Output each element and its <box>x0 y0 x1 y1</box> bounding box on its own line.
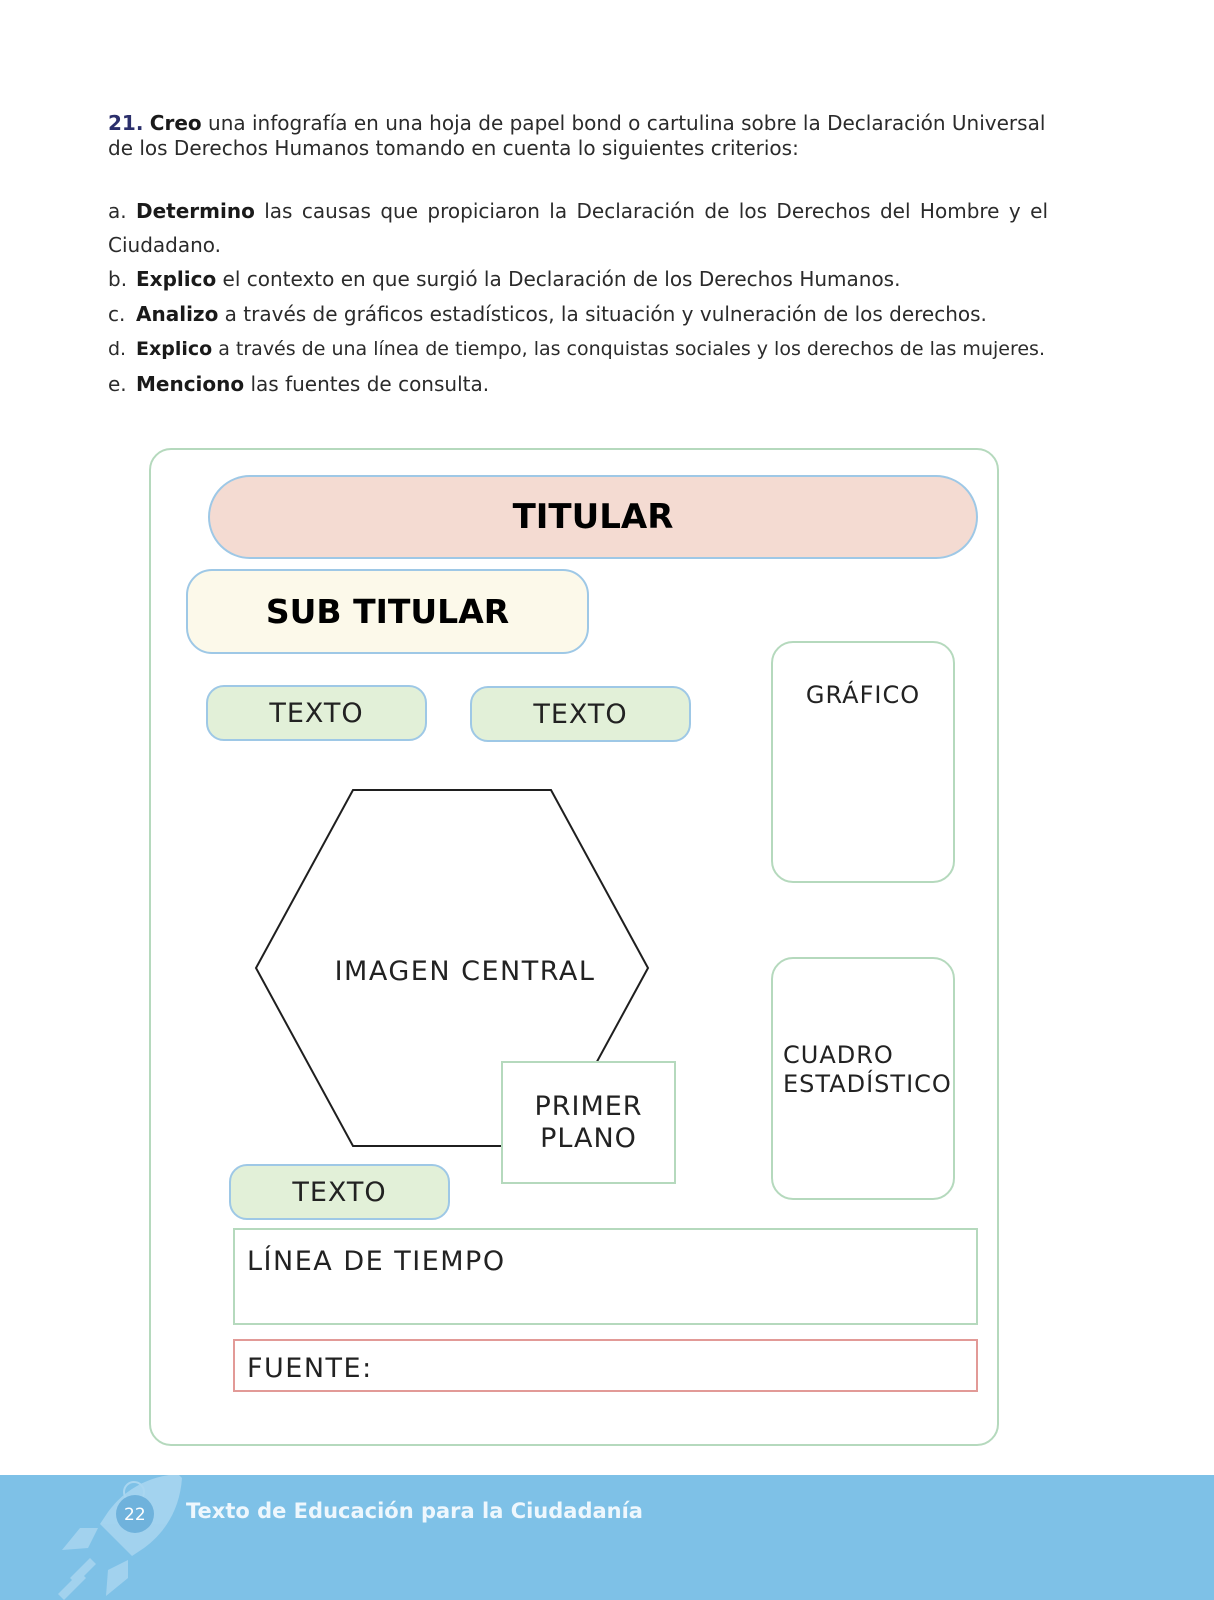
rocket-icon <box>50 1475 190 1600</box>
exercise-number: 21. <box>108 111 144 135</box>
criterion-letter: d. <box>108 338 127 360</box>
criterion-text: a través de gráficos estadísticos, la situación y vulneración de los derechos. <box>218 302 987 326</box>
texto-box-1: TEXTO <box>206 685 427 741</box>
criterion-letter: c. <box>108 302 126 326</box>
primer-plano-line2: PLANO <box>540 1122 637 1154</box>
subtitular-banner: SUB TITULAR <box>186 569 589 654</box>
exercise-intro-text: una infografía en una hoja de papel bond o cartulina sobre la Declaración Universal de los Derechos Humanos tomando en cuenta lo siguientes criterios: <box>108 111 1046 160</box>
page-number: 22 <box>124 1505 146 1525</box>
criterion-verb: Explico <box>136 267 217 291</box>
criterion-c <box>108 297 1048 331</box>
criterion-text: las fuentes de consulta. <box>244 372 490 396</box>
cuadro-label-line2: ESTADÍSTICO <box>783 1070 952 1098</box>
criterion-letter: e. <box>108 372 127 396</box>
book-title: Texto de Educación para la Ciudadanía <box>186 1499 643 1523</box>
criterion-d <box>108 332 1048 366</box>
fuente-label: FUENTE: <box>247 1353 373 1384</box>
cuadro-label-line1: CUADRO <box>783 1041 894 1069</box>
primer-plano-box <box>501 1061 676 1184</box>
criterion-a <box>108 194 1048 262</box>
exercise-intro <box>108 111 1048 161</box>
exercise-verb: Creo <box>149 111 202 135</box>
cuadro-label <box>783 1041 952 1099</box>
texto-box-2: TEXTO <box>470 686 691 742</box>
titular-banner: TITULAR <box>208 475 978 559</box>
criterion-text: las causas que propiciaron la Declaración de los Derechos del Hombre y el Ciudadano. <box>108 199 1048 257</box>
linea-de-tiempo-label: LÍNEA DE TIEMPO <box>247 1246 506 1277</box>
criterion-b <box>108 262 1048 296</box>
criterion-text: a través de una línea de tiempo, las conquistas sociales y los derechos de las mujeres. <box>212 338 1045 360</box>
grafico-label: GRÁFICO <box>805 681 921 709</box>
texto-box-3: TEXTO <box>229 1164 450 1220</box>
criterion-letter: a. <box>108 199 127 223</box>
primer-plano-line1: PRIMER <box>534 1090 643 1122</box>
criterion-verb: Determino <box>136 199 255 223</box>
criterion-verb: Menciono <box>136 372 245 396</box>
cuadro-estadistico-box <box>771 957 955 1200</box>
criterion-verb: Analizo <box>136 302 219 326</box>
fuente-box <box>233 1339 978 1392</box>
criterion-letter: b. <box>108 267 128 291</box>
page-footer <box>0 1475 1214 1600</box>
criterion-verb: Explico <box>136 338 213 360</box>
linea-de-tiempo-box <box>233 1228 978 1325</box>
grafico-box <box>771 641 955 883</box>
criterion-e <box>108 367 1048 401</box>
imagen-central-label: IMAGEN CENTRAL <box>334 956 596 987</box>
criterion-text: el contexto en que surgió la Declaración de los Derechos Humanos. <box>216 267 901 291</box>
